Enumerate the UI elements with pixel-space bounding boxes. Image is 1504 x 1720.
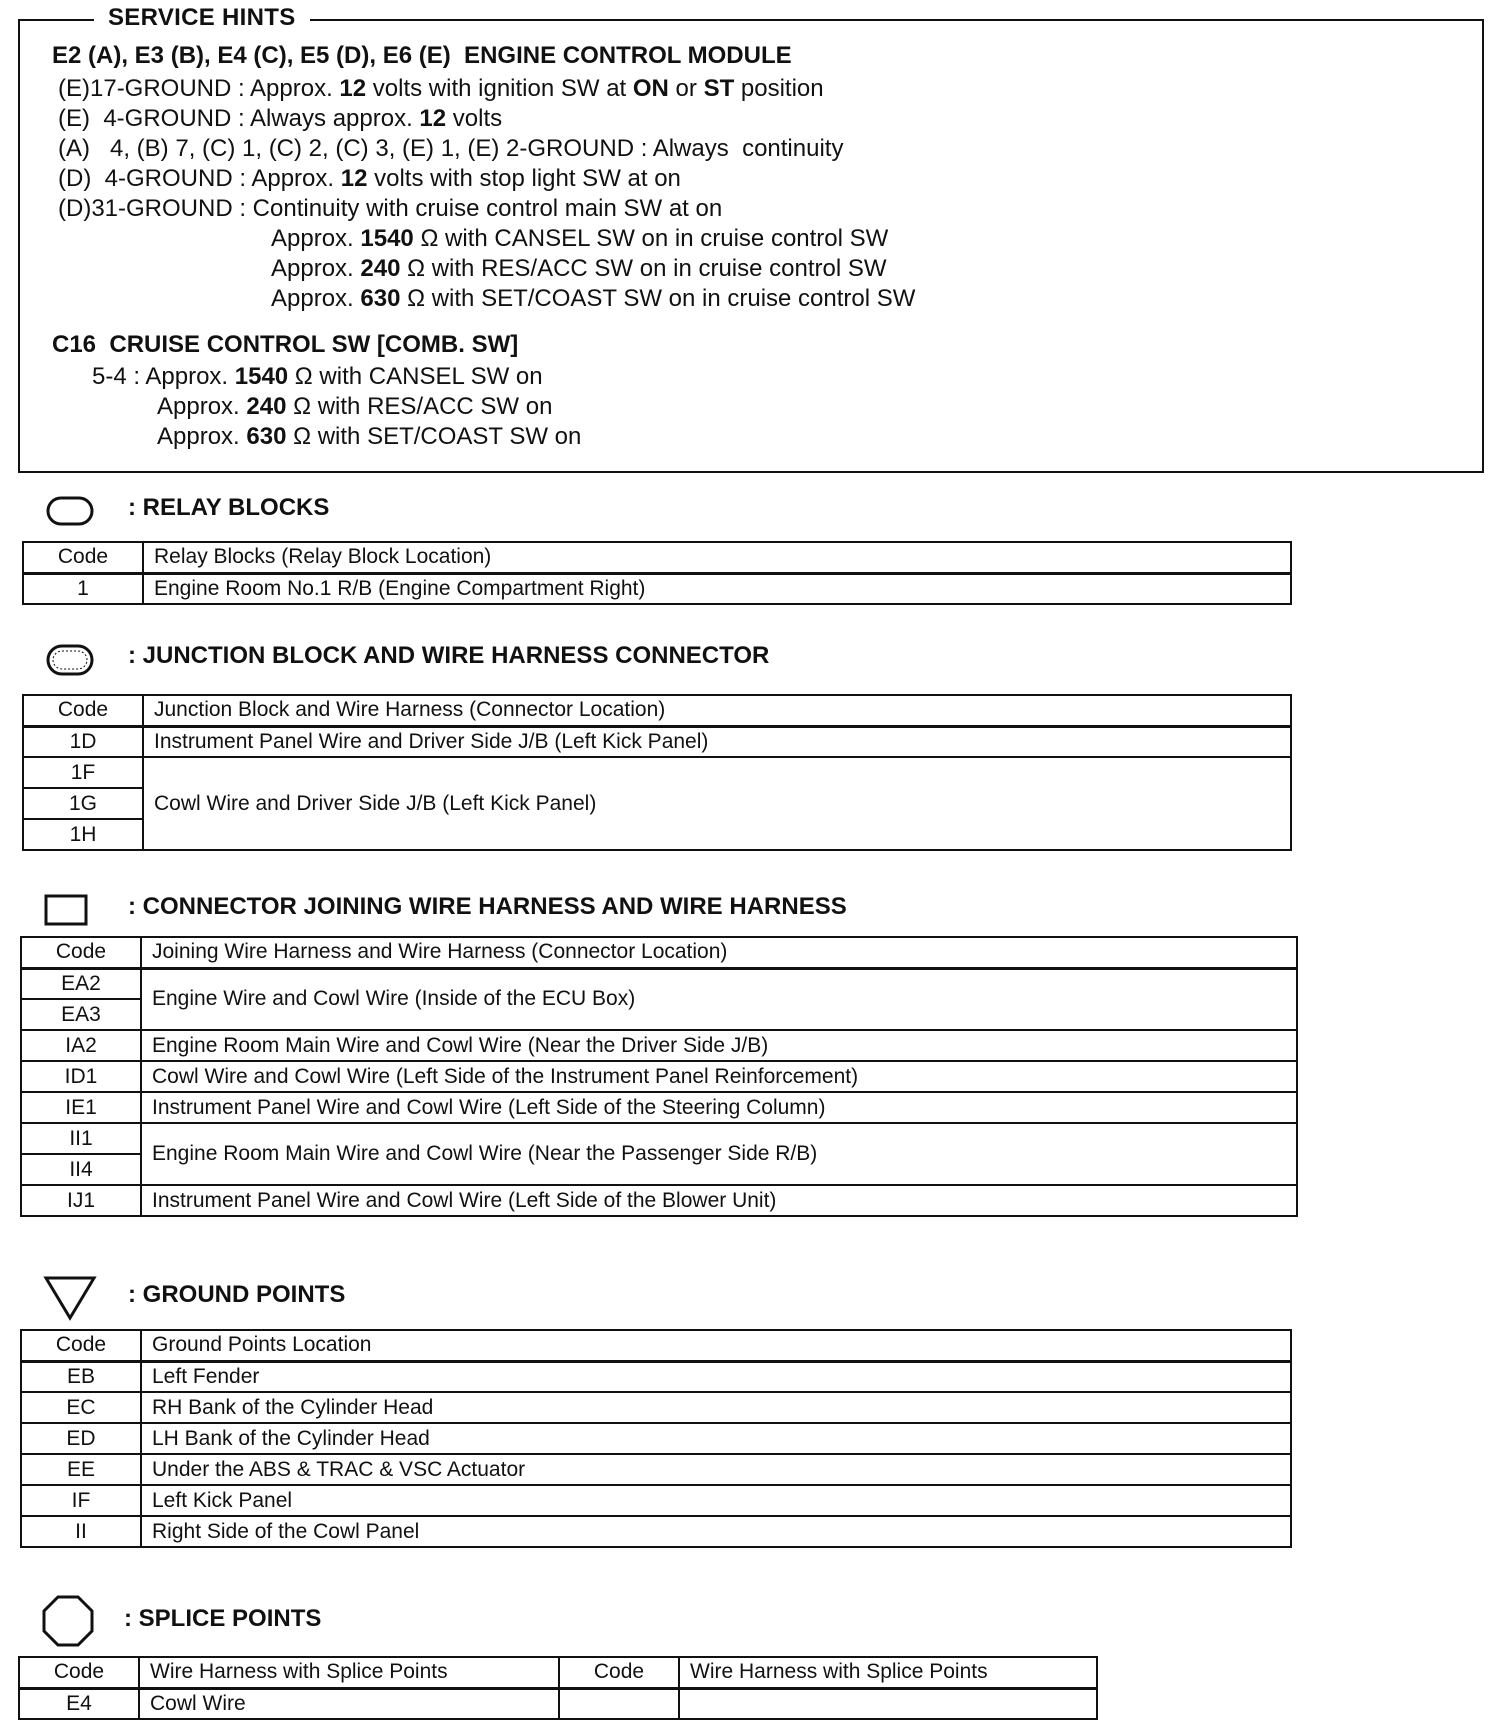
ecm-line-6: Approx. 1540 Ω with CANSEL SW on in cruise control SW (271, 225, 889, 252)
table-row (21, 1516, 1291, 1547)
code-cell: 1H (23, 819, 143, 850)
header-code: Code (19, 1657, 139, 1688)
splice-points-heading: : SPLICE POINTS (124, 1605, 322, 1632)
location-cell: Engine Wire and Cowl Wire (Inside of the ECU Box) (141, 968, 1297, 1030)
wire-harness-cell-2 (679, 1688, 1097, 1719)
table-row (21, 1123, 1297, 1154)
table-row (19, 1688, 1097, 1719)
ecm-heading: E2 (A), E3 (B), E4 (C), E5 (D), E6 (E) ENGINE CONTROL MODULE (52, 42, 792, 69)
location-cell: Instrument Panel Wire and Driver Side J/B (Left Kick Panel) (143, 726, 1291, 757)
c16-line-3: Approx. 630 Ω with SET/COAST SW on (157, 423, 582, 450)
table-row (23, 726, 1291, 757)
table-row (21, 1485, 1291, 1516)
location-cell: RH Bank of the Cylinder Head (141, 1392, 1291, 1423)
table-header-row (19, 1657, 1097, 1688)
ground-points-heading: : GROUND POINTS (128, 1281, 346, 1308)
location-cell: Right Side of the Cowl Panel (141, 1516, 1291, 1547)
location-cell: Engine Room Main Wire and Cowl Wire (Near the Driver Side J/B) (141, 1030, 1297, 1061)
header-location: Relay Blocks (Relay Block Location) (143, 542, 1291, 573)
ecm-line-5: (D)31-GROUND : Continuity with cruise control main SW at on (58, 195, 723, 222)
code-cell: IE1 (21, 1092, 141, 1123)
table-row (21, 1392, 1291, 1423)
header-location: Ground Points Location (141, 1330, 1291, 1361)
junction-blocks-table (22, 694, 1292, 851)
code-cell: ID1 (21, 1061, 141, 1092)
code-cell: ED (21, 1423, 141, 1454)
header-code: Code (21, 937, 141, 968)
connector-symbol-icon (44, 893, 90, 927)
header-code: Code (23, 542, 143, 573)
table-row (21, 1361, 1291, 1392)
relay-block-symbol-icon (46, 495, 96, 527)
code-cell: 1D (23, 726, 143, 757)
junction-block-symbol-icon (46, 643, 96, 677)
c16-line-1: 5-4 : Approx. 1540 Ω with CANSEL SW on (92, 363, 543, 390)
code-cell: IJ1 (21, 1185, 141, 1216)
location-cell: Left Kick Panel (141, 1485, 1291, 1516)
table-row (21, 1185, 1297, 1216)
table-row (21, 1092, 1297, 1123)
code-cell: EA2 (21, 968, 141, 999)
location-cell: Engine Room No.1 R/B (Engine Compartment Right) (143, 573, 1291, 604)
header-location: Joining Wire Harness and Wire Harness (Connector Location) (141, 937, 1297, 968)
ground-point-symbol-icon (42, 1274, 98, 1322)
header-code-2: Code (559, 1657, 679, 1688)
location-cell: Cowl Wire and Driver Side J/B (Left Kick Panel) (143, 757, 1291, 850)
code-cell: 1F (23, 757, 143, 788)
location-cell: Engine Room Main Wire and Cowl Wire (Near the Passenger Side R/B) (141, 1123, 1297, 1185)
table-row (23, 757, 1291, 788)
location-cell: Instrument Panel Wire and Cowl Wire (Left Side of the Blower Unit) (141, 1185, 1297, 1216)
table-row (21, 1030, 1297, 1061)
table-row (21, 1061, 1297, 1092)
code-cell: IF (21, 1485, 141, 1516)
c16-heading: C16 CRUISE CONTROL SW [COMB. SW] (52, 331, 519, 358)
code-cell: II1 (21, 1123, 141, 1154)
relay-blocks-table (22, 541, 1292, 605)
connectors-table (20, 936, 1298, 1217)
header-location: Junction Block and Wire Harness (Connector Location) (143, 695, 1291, 726)
code-cell: EB (21, 1361, 141, 1392)
location-cell: Left Fender (141, 1361, 1291, 1392)
code-cell: EE (21, 1454, 141, 1485)
location-cell: Under the ABS & TRAC & VSC Actuator (141, 1454, 1291, 1485)
relay-blocks-heading: : RELAY BLOCKS (128, 494, 330, 521)
connectors-heading: : CONNECTOR JOINING WIRE HARNESS AND WIRE HARNESS (128, 893, 847, 920)
header-wire-harness: Wire Harness with Splice Points (139, 1657, 559, 1688)
splice-point-symbol-icon (40, 1594, 96, 1650)
header-code: Code (21, 1330, 141, 1361)
ecm-line-1: (E)17-GROUND : Approx. 12 volts with ignition SW at ON or ST position (58, 75, 824, 102)
ecm-line-3: (A) 4, (B) 7, (C) 1, (C) 2, (C) 3, (E) 1, (E) 2-GROUND : Always continuity (58, 135, 844, 162)
ecm-line-8: Approx. 630 Ω with SET/COAST SW on in cruise control SW (271, 285, 916, 312)
table-header-row (23, 695, 1291, 726)
wire-harness-cell: Cowl Wire (139, 1688, 559, 1719)
table-header-row (21, 1330, 1291, 1361)
table-row (21, 968, 1297, 999)
ecm-line-7: Approx. 240 Ω with RES/ACC SW on in cruise control SW (271, 255, 887, 282)
code-cell: E4 (19, 1688, 139, 1719)
location-cell: LH Bank of the Cylinder Head (141, 1423, 1291, 1454)
code-cell: II4 (21, 1154, 141, 1185)
code-cell: IA2 (21, 1030, 141, 1061)
ecm-line-4: (D) 4-GROUND : Approx. 12 volts with stop light SW at on (58, 165, 681, 192)
code-cell: II (21, 1516, 141, 1547)
code-cell-2 (559, 1688, 679, 1719)
table-header-row (21, 937, 1297, 968)
code-cell: 1 (23, 573, 143, 604)
table-row (21, 1454, 1291, 1485)
table-row (21, 1423, 1291, 1454)
splice-points-table (18, 1656, 1098, 1720)
code-cell: EC (21, 1392, 141, 1423)
location-cell: Instrument Panel Wire and Cowl Wire (Left Side of the Steering Column) (141, 1092, 1297, 1123)
table-header-row (23, 542, 1291, 573)
junction-blocks-heading: : JUNCTION BLOCK AND WIRE HARNESS CONNECTOR (128, 642, 770, 669)
code-cell: 1G (23, 788, 143, 819)
ecm-line-2: (E) 4-GROUND : Always approx. 12 volts (58, 105, 503, 132)
code-cell: EA3 (21, 999, 141, 1030)
header-wire-harness-2: Wire Harness with Splice Points (679, 1657, 1097, 1688)
c16-line-2: Approx. 240 Ω with RES/ACC SW on (157, 393, 553, 420)
location-cell: Cowl Wire and Cowl Wire (Left Side of the Instrument Panel Reinforcement) (141, 1061, 1297, 1092)
ground-points-table (20, 1329, 1292, 1548)
header-code: Code (23, 695, 143, 726)
service-hints-title: SERVICE HINTS (94, 4, 310, 32)
table-row (23, 573, 1291, 604)
